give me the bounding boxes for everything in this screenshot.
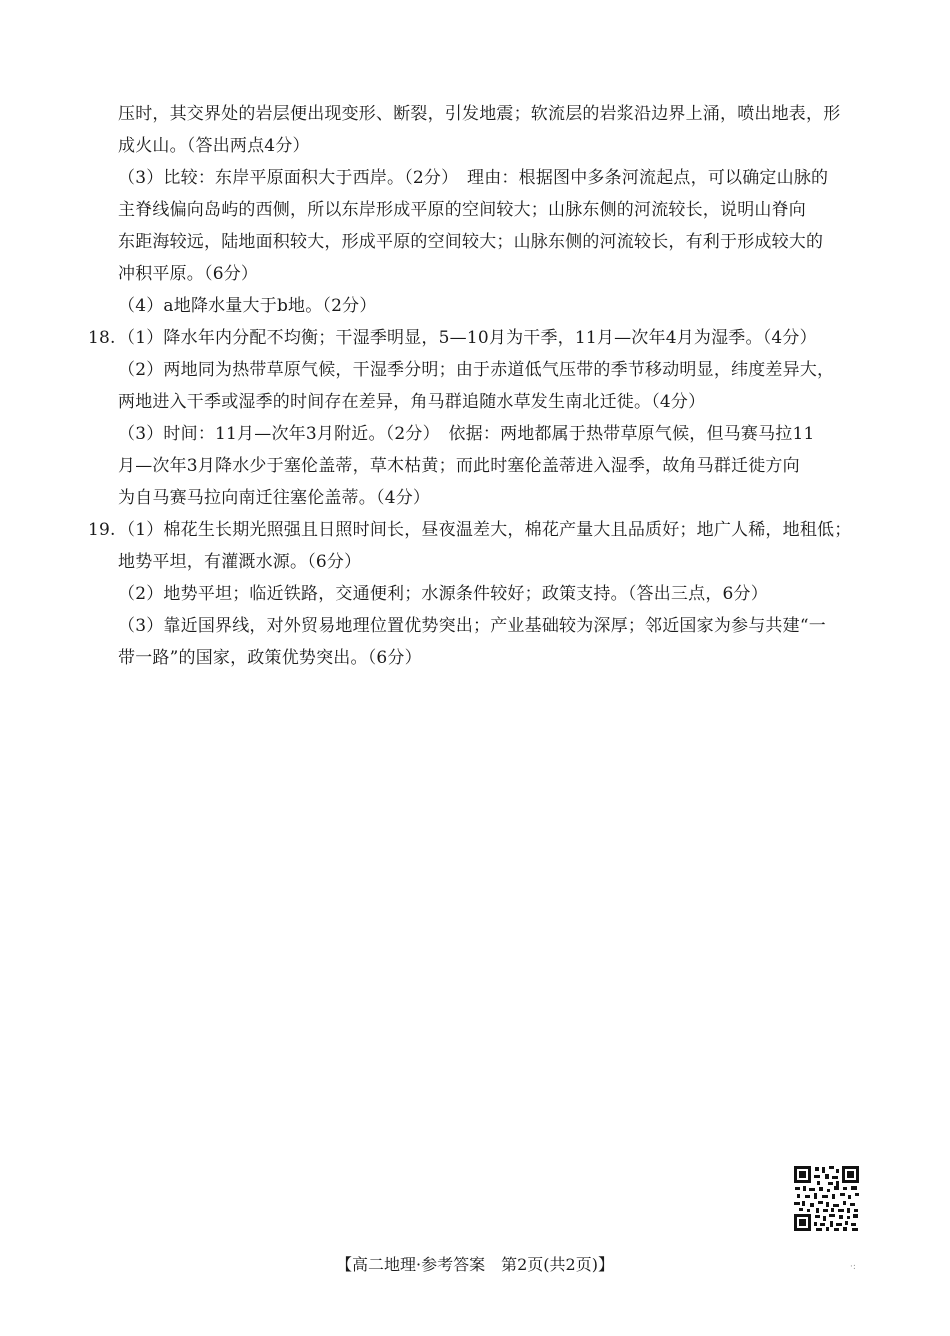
- text-line: （1）降水年内分配不均衡；干湿季明显，5—10月为干季，11月—次年4月为湿季。（4分）: [118, 328, 817, 348]
- question-number: 19.: [88, 520, 116, 540]
- text-line: （3）时间：11月—次年3月附近。（2分） 依据：两地都属于热带草原气候，但马赛马拉11: [118, 424, 815, 444]
- text-line: 带一路”的国家，政策优势突出。（6分）: [118, 648, 422, 668]
- text-line: 东距海较远，陆地面积较大，形成平原的空间较大；山脉东侧的河流较长，有利于形成较大的: [118, 232, 824, 252]
- text-line: 地势平坦，有灌溉水源。（6分）: [118, 552, 362, 572]
- text-line: 冲积平原。（6分）: [118, 264, 259, 284]
- text-line: （2）两地同为热带草原气候，干湿季分明；由于赤道低气压带的季节移动明显，纬度差异大，: [118, 360, 835, 380]
- text-line: （1）棉花生长期光照强且日照时间长，昼夜温差大，棉花产量大且品质好；地广人稀，地租低；: [118, 520, 852, 540]
- text-line: 为自马赛马拉向南迁往塞伦盖蒂。（4分）: [118, 488, 431, 508]
- text-line: 压时，其交界处的岩层便出现变形、断裂，引发地震；软流层的岩浆沿边界上涌，喷出地表，形: [118, 104, 841, 124]
- text-line: 两地进入干季或湿季的时间存在差异，角马群追随水草发生南北迁徙。（4分）: [118, 392, 706, 412]
- text-line: （4）a地降水量大于b地。（2分）: [118, 296, 377, 316]
- answer-content: [88, 98, 868, 674]
- question-18-first-line: [88, 322, 868, 354]
- qr-code-icon: [792, 1164, 861, 1233]
- text-line: （2）地势平坦；临近铁路，交通便利；水源条件较好；政策支持。（答出三点，6分）: [118, 584, 768, 604]
- page-footer: 【高二地理·参考答案 第2页(共2页)】: [336, 1255, 614, 1274]
- text-line: 成火山。（答出两点4分）: [118, 136, 310, 156]
- question-number: 18.: [88, 328, 116, 348]
- text-line: 月—次年3月降水少于塞伦盖蒂，草木枯黄；而此时塞伦盖蒂进入湿季，故角马群迁徙方向: [118, 456, 800, 476]
- text-line: 主脊线偏向岛屿的西侧，所以东岸形成平原的空间较大；山脉东侧的河流较长，说明山脊向: [118, 200, 806, 220]
- question-19-first-line: [88, 514, 868, 546]
- text-line: （3）靠近国界线，对外贸易地理位置优势突出；产业基础较为深厚；邻近国家为参与共建“一: [118, 616, 826, 636]
- scan-mark: ·:: [850, 1262, 856, 1272]
- text-line: （3）比较：东岸平原面积大于西岸。（2分） 理由：根据图中多条河流起点，可以确定山脉的: [118, 168, 829, 188]
